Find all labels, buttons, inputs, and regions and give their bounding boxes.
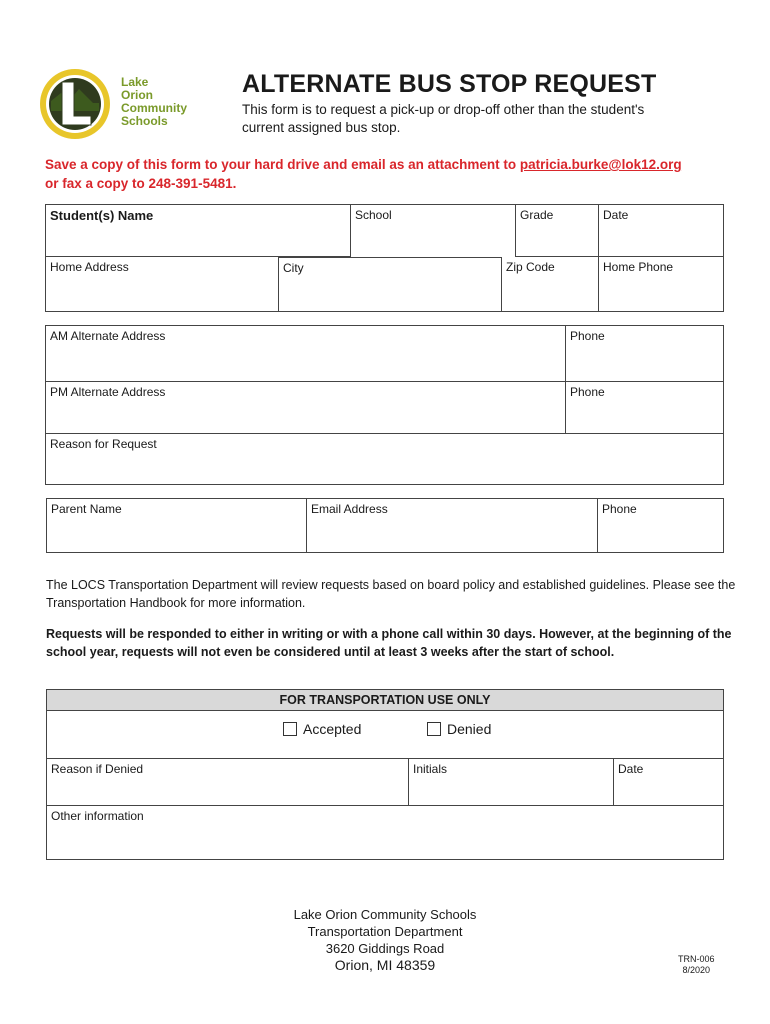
pm-phone-field[interactable] bbox=[566, 382, 723, 434]
parent-section bbox=[46, 498, 724, 553]
home-address-field[interactable] bbox=[46, 257, 279, 311]
parent-name-field[interactable] bbox=[47, 499, 307, 552]
office-date-label: Date bbox=[618, 762, 644, 776]
accepted-label: Accepted bbox=[303, 721, 362, 737]
parent-name-label: Parent Name bbox=[51, 502, 122, 516]
parent-phone-field[interactable] bbox=[598, 499, 723, 552]
city-label: City bbox=[283, 261, 304, 275]
other-information-field[interactable] bbox=[47, 806, 723, 858]
policy-paragraph: The LOCS Transportation Department will review requests based on board policy and established guidelines. Please see the Transportation Handbook for more information. bbox=[46, 578, 736, 610]
form-subtitle: This form is to request a pick-up or drop-off other than the student's current assigned bus stop. bbox=[242, 102, 645, 135]
logo-line: Community bbox=[121, 101, 187, 115]
footer-line-1: Lake Orion Community Schools bbox=[293, 907, 477, 922]
home-phone-label: Home Phone bbox=[603, 260, 674, 274]
fax-text: or fax a copy to 248-391-5481. bbox=[45, 176, 237, 191]
pm-address-label: PM Alternate Address bbox=[50, 385, 166, 399]
accepted-checkbox[interactable] bbox=[283, 722, 297, 736]
office-use-band: FOR TRANSPORTATION USE ONLY bbox=[46, 689, 724, 711]
logo-line: Schools bbox=[121, 114, 168, 128]
logo-line: Lake bbox=[121, 75, 149, 89]
office-date-field[interactable] bbox=[614, 758, 723, 806]
email-address-label: Email Address bbox=[311, 502, 388, 516]
logo-text bbox=[121, 76, 187, 128]
am-address-field[interactable] bbox=[46, 326, 566, 382]
am-address-label: AM Alternate Address bbox=[50, 329, 166, 343]
pm-phone-label: Phone bbox=[570, 385, 605, 399]
reason-for-request-field[interactable] bbox=[46, 434, 723, 484]
form-code bbox=[678, 954, 715, 976]
email-address-field[interactable] bbox=[307, 499, 598, 552]
alternate-address-section bbox=[45, 325, 724, 485]
pm-address-field[interactable] bbox=[46, 382, 566, 434]
accepted-option[interactable] bbox=[283, 721, 361, 737]
footer-address bbox=[250, 906, 520, 974]
grade-label: Grade bbox=[520, 208, 554, 222]
student-section bbox=[45, 204, 724, 312]
school-label: School bbox=[355, 208, 392, 222]
students-name-label: Student(s) Name bbox=[50, 208, 154, 223]
reason-if-denied-field[interactable] bbox=[47, 758, 409, 806]
form-code-date: 8/2020 bbox=[682, 965, 711, 975]
email-link[interactable]: patricia.burke@lok12.org bbox=[519, 157, 682, 172]
form-title: ALTERNATE BUS STOP REQUEST bbox=[242, 70, 657, 98]
school-field[interactable] bbox=[351, 205, 516, 257]
reason-for-request-label: Reason for Request bbox=[50, 437, 157, 451]
response-time-paragraph: Requests will be responded to either in writing or with a phone call within 30 days. However, at the beginning of the school year, requests will not even be considered until at least 3 weeks after the start of school. bbox=[46, 627, 732, 659]
date-label: Date bbox=[603, 208, 629, 222]
zip-code-field[interactable] bbox=[502, 257, 599, 311]
students-name-field[interactable] bbox=[46, 205, 351, 257]
home-address-label: Home Address bbox=[50, 260, 129, 274]
home-phone-field[interactable] bbox=[599, 257, 723, 311]
date-field[interactable] bbox=[599, 205, 723, 257]
denied-checkbox[interactable] bbox=[427, 722, 441, 736]
other-information-label: Other information bbox=[51, 809, 144, 823]
logo-line: Orion bbox=[121, 88, 153, 102]
submission-notice bbox=[45, 155, 735, 193]
grade-field[interactable] bbox=[516, 205, 599, 257]
denied-label: Denied bbox=[447, 721, 492, 737]
initials-label: Initials bbox=[413, 762, 448, 776]
city-field[interactable] bbox=[279, 257, 502, 311]
office-use-section bbox=[46, 710, 724, 860]
parent-phone-label: Phone bbox=[602, 502, 637, 516]
zip-code-label: Zip Code bbox=[506, 260, 555, 274]
am-phone-label: Phone bbox=[570, 329, 605, 343]
form-code-number: TRN-006 bbox=[678, 954, 715, 964]
initials-field[interactable] bbox=[409, 758, 614, 806]
footer-line-4: Orion, MI 48359 bbox=[334, 957, 436, 973]
reason-if-denied-label: Reason if Denied bbox=[51, 762, 144, 776]
am-phone-field[interactable] bbox=[566, 326, 723, 382]
notice-text: Save a copy of this form to your hard drive and email as an attachment to bbox=[45, 157, 520, 172]
footer-line-2: Transportation Department bbox=[307, 924, 463, 939]
footer-line-3: 3620 Giddings Road bbox=[325, 941, 445, 956]
denied-option[interactable] bbox=[427, 721, 491, 737]
